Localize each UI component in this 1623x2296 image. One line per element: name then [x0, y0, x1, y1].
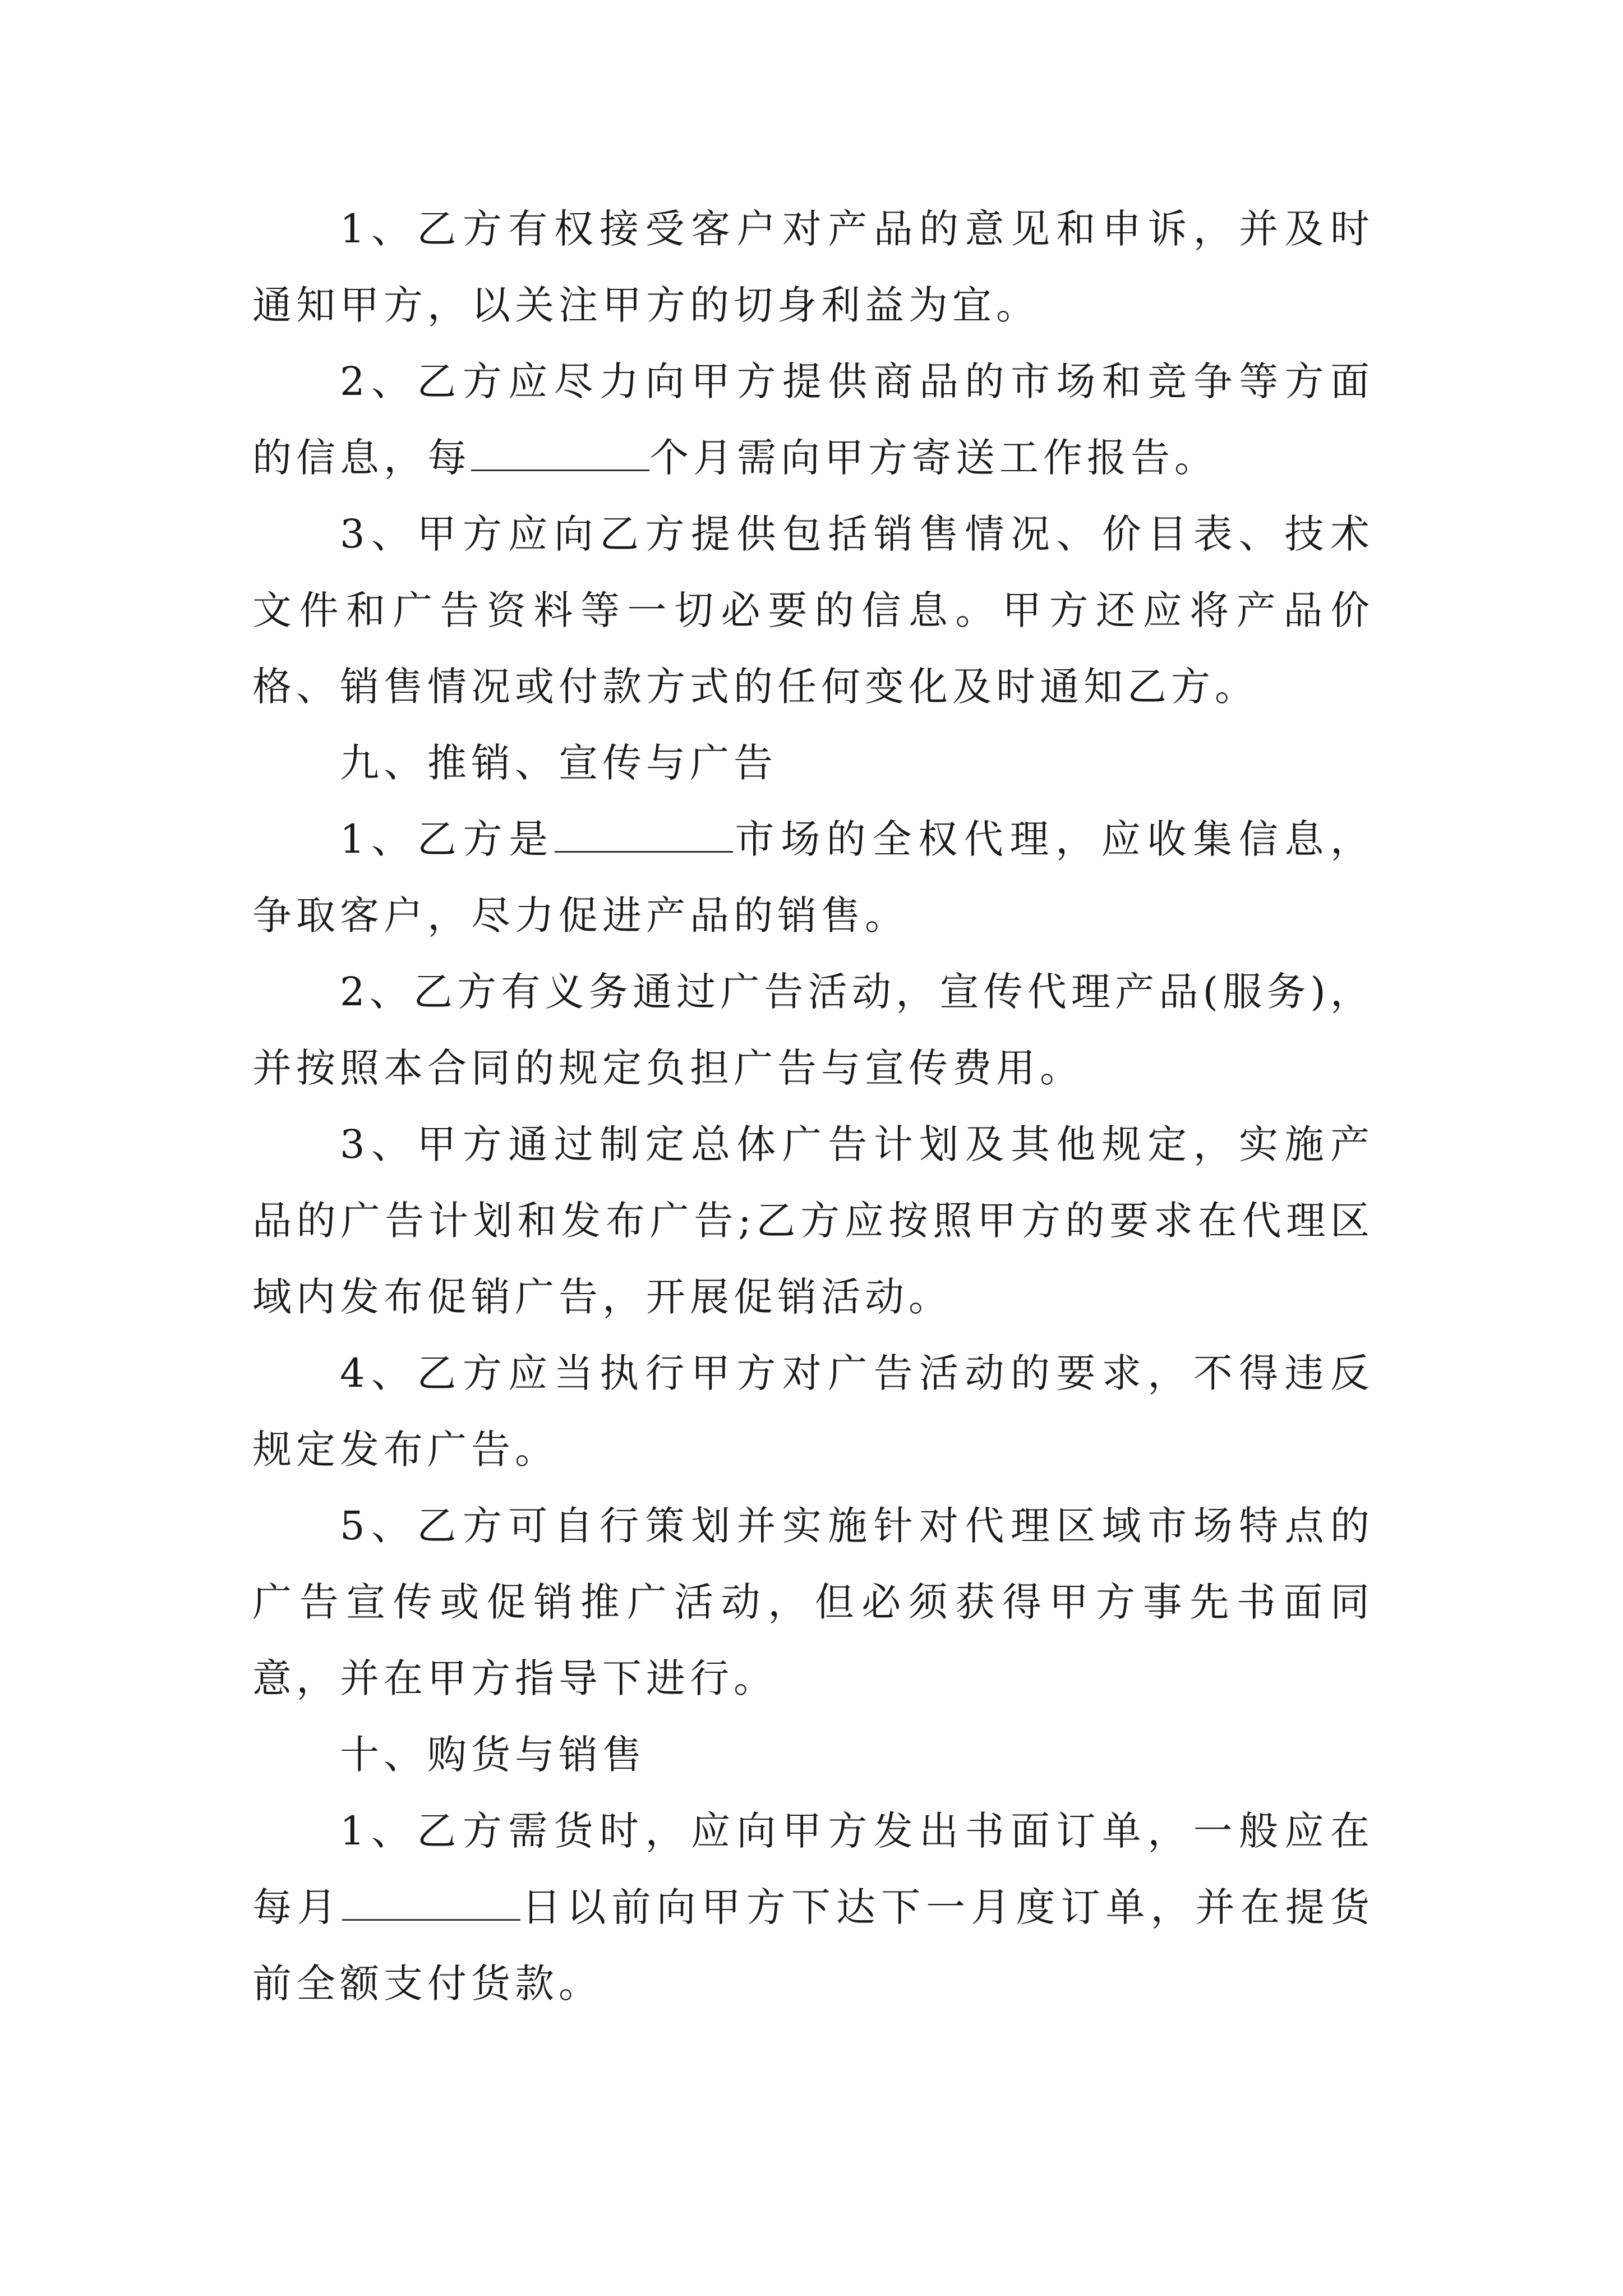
paragraph-ad-plan: [252, 1106, 1374, 1335]
document-body: [252, 191, 1374, 2022]
paragraph-text: 个月需向甲方寄送工作报告。: [649, 435, 1218, 481]
paragraph-ad-requirements: [252, 1335, 1374, 1488]
fill-in-blank: [555, 816, 733, 853]
paragraph-text: 1、乙方有权接受客户对产品的意见和申诉，并及时通知甲方，以关注甲方的切身利益为宜。: [252, 206, 1374, 328]
paragraph-text: 3、甲方应向乙方提供包括销售情况、价目表、技术文件和广告资料等一切必要的信息。甲方还应将产品价格、销售情况或付款方式的任何变化及时通知乙方。: [252, 511, 1374, 710]
paragraph-text: 3、甲方通过制定总体广告计划及其他规定，实施产品的广告计划和发布广告;乙方应按照甲方的要求在代理区域内发布促销广告，开展促销活动。: [252, 1121, 1374, 1320]
section-heading-purchase-sales: [252, 1717, 1374, 1793]
paragraph-text: 4、乙方应当执行甲方对广告活动的要求，不得违反规定发布广告。: [252, 1350, 1374, 1473]
paragraph-text: 市场的全权代理，应收集信息，争取客户，尽力促进产品的销售。: [252, 816, 1375, 938]
paragraph-self-planned-ads: [252, 1488, 1374, 1717]
paragraph-exclusive-agent: [252, 801, 1374, 954]
paragraph-market-info: [252, 343, 1374, 496]
paragraph-text: 2、乙方有义务通过广告活动，宣传代理产品(服务)，并按照本合同的规定负担广告与宣传费用。: [252, 969, 1374, 1091]
paragraph-text: 1、乙方是: [340, 816, 555, 862]
heading-text: 十、购货与销售: [340, 1732, 646, 1778]
paragraph-purchase-order: [252, 1793, 1374, 2022]
paragraph-feedback: [252, 191, 1374, 343]
fill-in-blank: [471, 435, 649, 471]
paragraph-text: 5、乙方可自行策划并实施针对代理区域市场特点的广告宣传或促销推广活动，但必须获得甲方事先书面同意，并在甲方指导下进行。: [252, 1503, 1374, 1701]
heading-text: 九、推销、宣传与广告: [340, 740, 777, 786]
paragraph-text: 2、乙方应尽力向甲方提供商品的市场和竞争等方面的信息，每: [252, 358, 1374, 481]
paragraph-text: 日以前向甲方下达下一月度订单，并在提货前全额支付货款。: [252, 1884, 1375, 2007]
fill-in-blank: [342, 1884, 520, 1921]
paragraph-text: 1、乙方需货时，应向甲方发出书面订单，一般应在每月: [252, 1808, 1374, 1930]
section-heading-promotion: [252, 725, 1374, 801]
paragraph-ad-obligation: [252, 954, 1374, 1106]
paragraph-party-a-info: [252, 496, 1374, 725]
